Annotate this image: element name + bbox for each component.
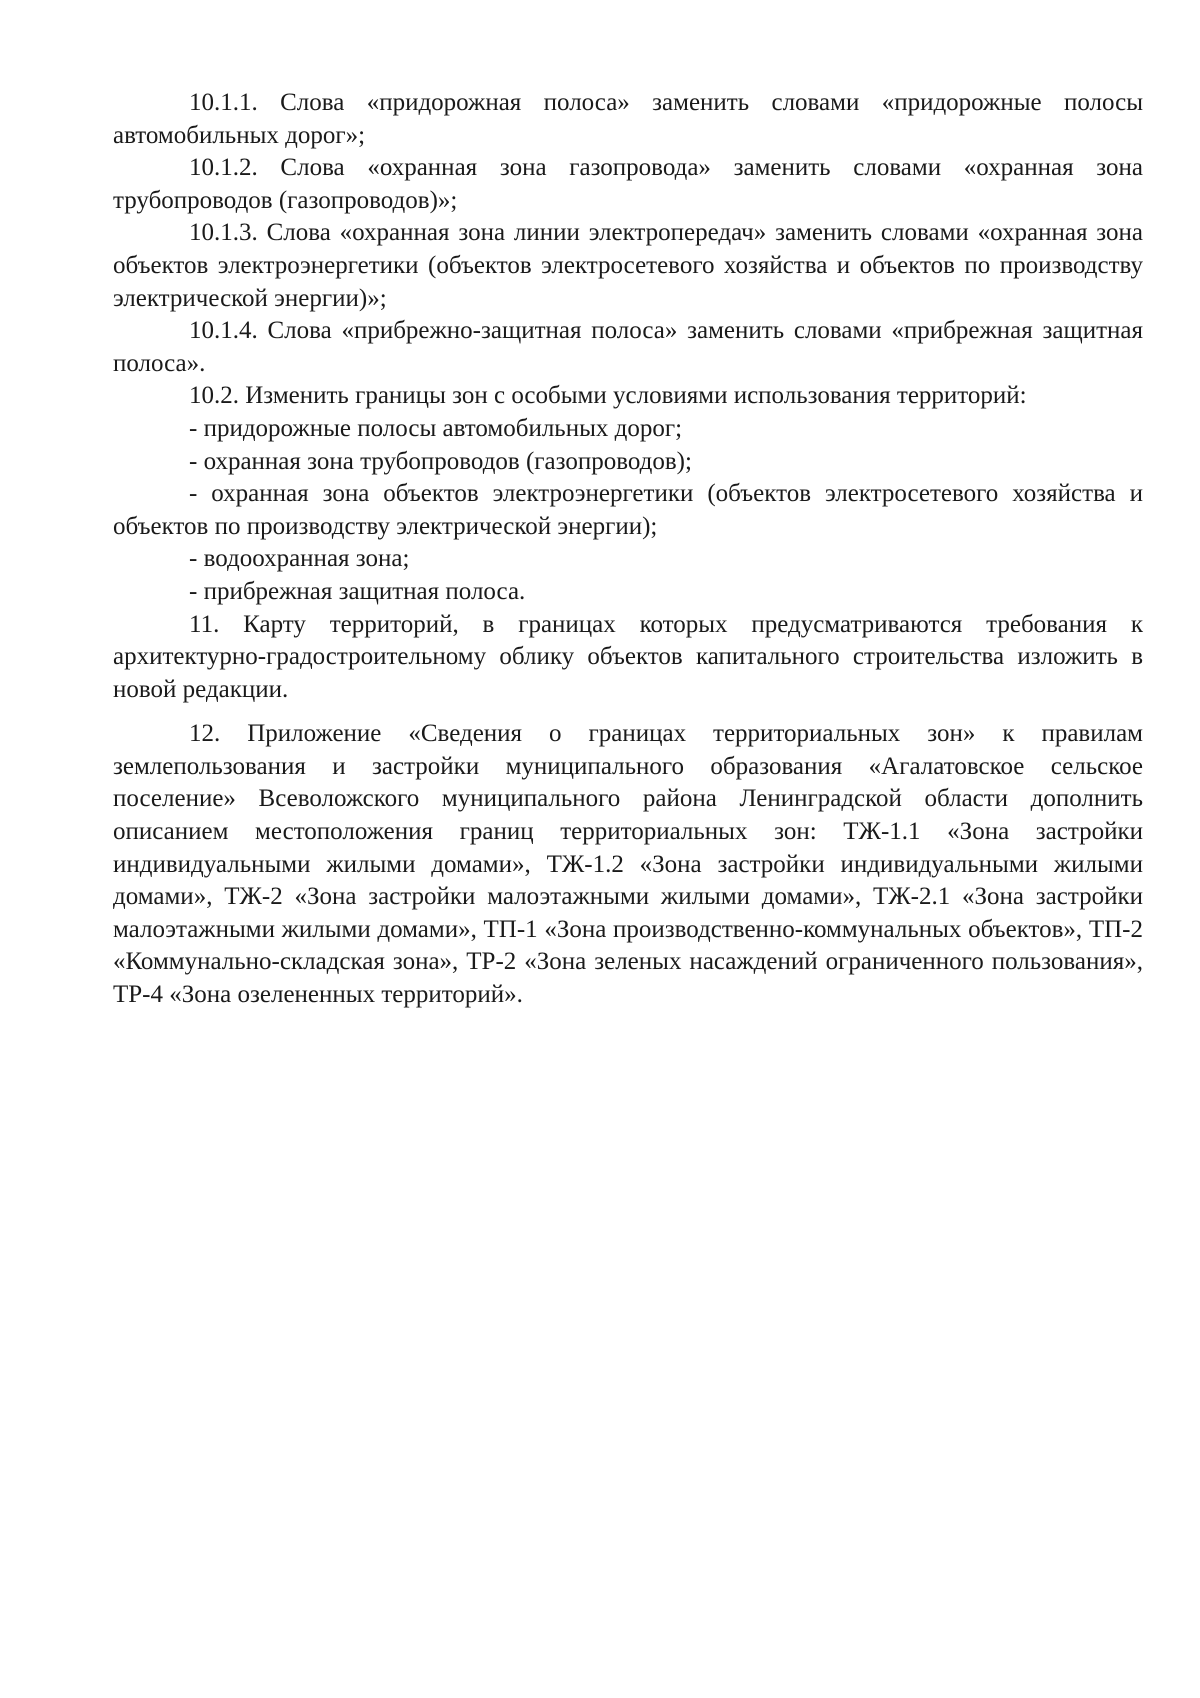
paragraph-10-1-3: 10.1.3. Слова «охранная зона линии электропередач» заменить словами «охранная зона объектов электроэнергетики (объектов электросетевого хозяйства и объектов по производству электрической энергии)»; [113,219,1143,312]
paragraph-10-2: 10.2. Изменить границы зон с особыми условиями использования территорий: [189,382,1027,410]
list-item-power-zone: - охранная зона объектов электроэнергетики (объектов электросетевого хозяйства и объектов по производству электрической энергии); [113,480,1143,540]
paragraph-11: 11. Карту территорий, в границах которых предусматриваются требования к архитектурно-градостроительному облику объектов капитального строительства изложить в новой редакции. [113,610,1143,703]
list-item-coastal-strip: - прибрежная защитная полоса. [189,577,526,605]
paragraph-10-1-2: 10.1.2. Слова «охранная зона газопровода» заменить словами «охранная зона трубопроводов (газопроводов)»; [113,154,1143,214]
list-item-roadside-strips: - придорожные полосы автомобильных дорог; [189,414,683,442]
list-item-pipeline-zone: - охранная зона трубопроводов (газопроводов); [189,447,692,475]
paragraph-12: 12. Приложение «Сведения о границах территориальных зон» к правилам землепользования и застройки муниципального образования «Агалатовское сельское поселение» Всеволожского муниципального района Ленинградской области дополнить описанием местоположения границ территориальных зон: ТЖ-1.1 «Зона застройки индивидуальными жилыми домами», ТЖ-1.2 «Зона застройки индивидуальными жилыми домами», ТЖ-2 «Зона застройки малоэтажными жилыми домами», ТЖ-2.1 «Зона застройки малоэтажными жилыми домами», ТП-1 «Зона производственно-коммунальных объектов», ТП-2 «Коммунально-складская зона», ТР-2 «Зона зеленых насаждений ограниченного пользования», ТР-4 «Зона озелененных территорий». [113,720,1143,1009]
list-item-water-protection-zone: - водоохранная зона; [189,545,410,573]
document-page [113,87,1143,1012]
paragraph-10-1-4: 10.1.4. Слова «прибрежно-защитная полоса» заменить словами «прибрежная защитная полоса». [113,317,1143,377]
paragraph-10-1-1: 10.1.1. Слова «придорожная полоса» заменить словами «придорожные полосы автомобильных дорог»; [113,89,1143,149]
